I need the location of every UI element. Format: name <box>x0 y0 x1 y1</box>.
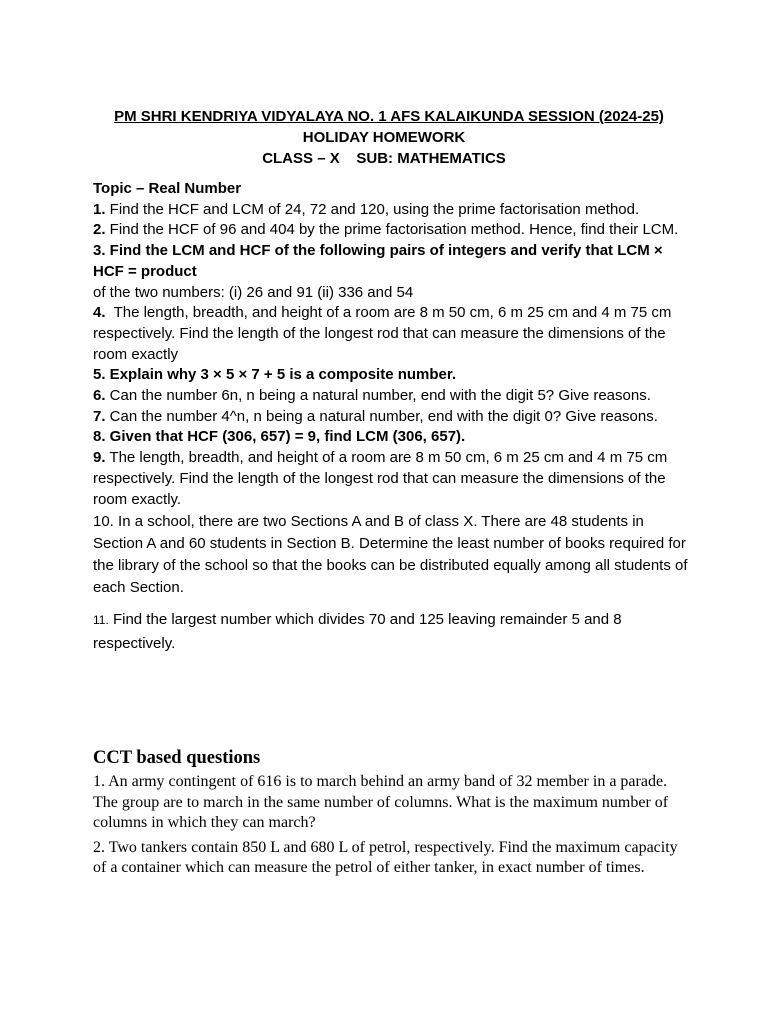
question-text: Find the LCM and HCF of the following pairs of integers and verify that LCM × HCF = product <box>93 242 663 280</box>
question-4: 4. The length, breadth, and height of a room are 8 m 50 cm, 6 m 25 cm and 4 m 75 cm respectively. Find the length of the longest rod that can measure the dimensions of the room exactly <box>93 304 676 363</box>
question-text: Find the largest number which divides 70 and 125 leaving remainder 5 and 8 respectively. <box>93 611 622 653</box>
question-8: 8. Given that HCF (306, 657) = 9, find LCM (306, 657). <box>93 428 466 446</box>
school-title: PM SHRI KENDRIYA VIDYALAYA NO. 1 AFS KALAIKUNDA SESSION (2024-25) <box>114 108 664 125</box>
question-text: Given that HCF (306, 657) = 9, find LCM (306, 657). <box>105 428 466 446</box>
cct-question-2: 2. Two tankers contain 850 L and 680 L of petrol, respectively. Find the maximum capacity of a container which can measure the petrol of either tanker, in exact number of times. <box>93 838 678 876</box>
question-text: The length, breadth, and height of a room are 8 m 50 cm, 6 m 25 cm and 4 m 75 cm respectively. Find the length of the longest rod that can measure the dimensions of the room exactly <box>93 304 676 363</box>
question-7: 7. Can the number 4^n, n being a natural number, end with the digit 0? Give reasons. <box>93 407 658 425</box>
question-1: 1. Find the HCF and LCM of 24, 72 and 120, using the prime factorisation method. <box>93 200 640 218</box>
question-5: 5. Explain why 3 × 5 × 7 + 5 is a composite number. <box>93 366 457 384</box>
question-3: 3. Find the LCM and HCF of the following pairs of integers and verify that LCM × HCF = product <box>93 242 663 280</box>
question-9: 9. The length, breadth, and height of a room are 8 m 50 cm, 6 m 25 cm and 4 m 75 cm respectively. Find the length of the longest rod that can measure the dimensions of the room exactly. <box>93 449 668 508</box>
homework-title: HOLIDAY HOMEWORK <box>302 129 466 146</box>
cct-section <box>93 746 693 879</box>
question-6: 6. Can the number 6n, n being a natural number, end with the digit 5? Give reasons. <box>93 387 651 405</box>
question-text: In a school, there are two Sections A and B of class X. There are 48 students in Section A and 60 students in Section B. Determine the least number of books required for the library of the school so that the books can be distributed equally among all students of each Section. <box>93 513 688 597</box>
class-subject: CLASS – X SUB: MATHEMATICS <box>262 150 506 167</box>
topic-heading: Topic – Real Number <box>93 180 242 197</box>
question-text: Find the HCF and LCM of 24, 72 and 120, using the prime factorisation method. <box>105 200 640 218</box>
question-text: Find the HCF of 96 and 404 by the prime factorisation method. Hence, find their LCM. <box>105 221 679 239</box>
question-list <box>93 179 693 655</box>
question-text: Can the number 6n, n being a natural number, end with the digit 5? Give reasons. <box>105 387 651 405</box>
question-text: The length, breadth, and height of a room are 8 m 50 cm, 6 m 25 cm and 4 m 75 cm respectively. Find the length of the longest rod that can measure the dimensions of the room exactly. <box>93 449 668 508</box>
question-11: 11. Find the largest number which divides 70 and 125 leaving remainder 5 and 8 respectively. <box>93 611 622 653</box>
document-header <box>0 106 768 169</box>
question-3-continuation: of the two numbers: (i) 26 and 91 (ii) 336 and 54 <box>93 283 414 301</box>
question-text: Can the number 4^n, n being a natural number, end with the digit 0? Give reasons. <box>105 407 658 425</box>
cct-heading: CCT based questions <box>93 748 261 768</box>
question-text: Explain why 3 × 5 × 7 + 5 is a composite number. <box>105 366 457 384</box>
question-10: 10. In a school, there are two Sections A and B of class X. There are 48 students in Section A and 60 students in Section B. Determine the least number of books required for the library of the school so that the books can be distributed equally among all students of each Section. <box>93 513 688 597</box>
question-2: 2. Find the HCF of 96 and 404 by the prime factorisation method. Hence, find their LCM. <box>93 221 679 239</box>
cct-question-1: 1. An army contingent of 616 is to march behind an army band of 32 member in a parade. The group are to march in the same number of columns. What is the maximum number of columns in which they can march? <box>93 773 669 831</box>
